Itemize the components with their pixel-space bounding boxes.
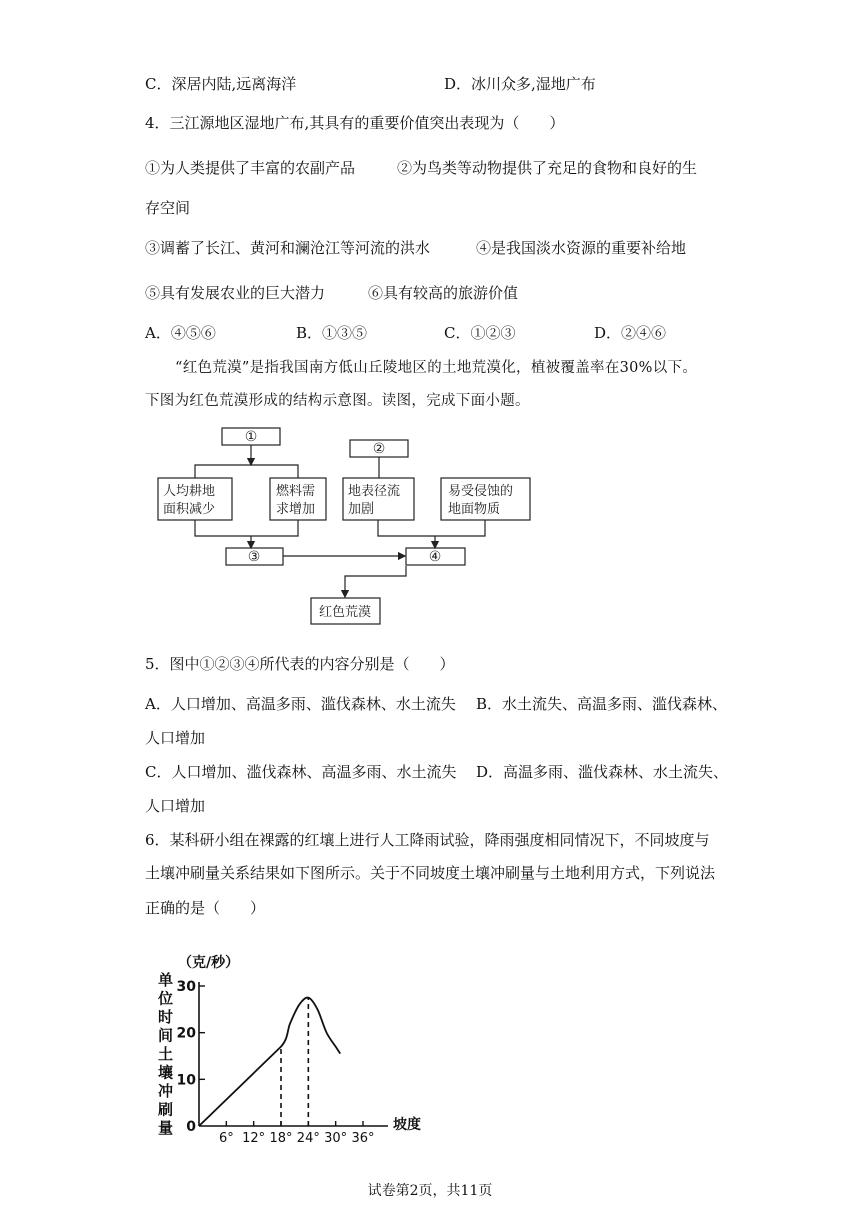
page-footer: 试卷第2页，共11页 — [367, 1183, 493, 1199]
q5-option-c: C．人口增加、滥伐森林、高温多雨、水土流失 — [145, 763, 457, 781]
box-4-label: ④ — [428, 549, 442, 565]
result-text: 红色荒漠 — [318, 605, 372, 620]
q6-line-2: 土壤冲刷量关系结果如下图所示。关于不同坡度土壤冲刷量与土地利用方式，下列说法 — [145, 864, 716, 882]
q6-line-1: 6．某科研小组在裸露的红壤上进行人工降雨试验，降雨强度相同情况下，不同坡度与 — [145, 831, 710, 849]
erosion-series-line — [199, 998, 340, 1126]
q4-option-b: B．①③⑤ — [296, 324, 368, 342]
q4-item-2: ②为鸟类等动物提供了充足的食物和良好的生 — [397, 159, 698, 177]
y-tick-label: 10 — [176, 1072, 196, 1089]
x-tick-label: 12° — [242, 1131, 266, 1146]
x-tick-label: 30° — [324, 1131, 348, 1146]
runoff-text-2: 加剧 — [348, 502, 375, 517]
intro-line-2: 下图为红色荒漠形成的结构示意图。读图，完成下面小题。 — [145, 393, 530, 409]
farmland-text-1: 人均耕地 — [163, 484, 216, 499]
q5-option-d: D．高温多雨、滥伐森林、水土流失、 — [476, 763, 729, 781]
erodible-text-1: 易受侵蚀的 — [448, 484, 514, 499]
box-1-label: ① — [244, 429, 258, 445]
x-tick-label: 18° — [269, 1131, 293, 1146]
fuel-text-2: 求增加 — [276, 502, 316, 517]
q4-item-1: ①为人类提供了丰富的农副产品 — [145, 159, 356, 177]
q5-option-a: A．人口增加、高温多雨、滥伐森林、水土流失 — [145, 695, 456, 713]
box-3-label: ③ — [247, 549, 261, 565]
erosion-slope-chart — [140, 945, 440, 1150]
q4-item-3: ③调蓄了长江、黄河和澜沧江等河流的洪水 — [145, 239, 431, 257]
q4-item-6: ⑥具有较高的旅游价值 — [368, 284, 519, 302]
chart-x-label: 坡度 — [393, 1117, 421, 1133]
q4-option-d: D．②④⑥ — [594, 324, 667, 342]
chart-y-label: 单位时间土壤冲刷量 — [158, 971, 174, 1137]
q5-stem: 5．图中①②③④所代表的内容分别是（ ） — [145, 655, 455, 673]
q4-option-c: C．①②③ — [444, 324, 516, 342]
q4-item-2-cont: 存空间 — [145, 199, 191, 217]
y-tick-label: 20 — [176, 1025, 196, 1042]
x-tick-label: 6° — [218, 1131, 234, 1146]
q4-item-5: ⑤具有发展农业的巨大潜力 — [145, 284, 326, 302]
y-tick-label: 0 — [186, 1119, 196, 1135]
q4-stem: 4．三江源地区湿地广布,其具有的重要价值突出表现为（ ） — [145, 114, 565, 132]
runoff-text-1: 地表径流 — [348, 484, 401, 499]
q3-option-c: C．深居内陆,远离海洋 — [145, 75, 297, 93]
x-tick-label: 24° — [296, 1131, 320, 1146]
box-2-label: ② — [372, 441, 386, 457]
q4-option-a: A．④⑤⑥ — [145, 324, 216, 342]
fuel-text-1: 燃料需 — [276, 484, 316, 499]
q4-item-4: ④是我国淡水资源的重要补给地 — [476, 239, 687, 257]
farmland-text-2: 面积减少 — [163, 502, 216, 517]
red-desert-diagram — [150, 420, 540, 630]
y-tick-label: 30 — [176, 979, 196, 995]
q5-option-d-cont: 人口增加 — [145, 797, 206, 815]
q5-option-b: B．水土流失、高温多雨、滥伐森林、 — [476, 695, 728, 713]
x-tick-label: 36° — [351, 1131, 375, 1146]
erodible-text-2: 地面物质 — [448, 502, 501, 517]
intro-line-1: “红色荒漠”是指我国南方低山丘陵地区的土地荒漠化，植被覆盖率在30%以下。 — [175, 360, 698, 376]
q3-option-d: D．冰川众多,湿地广布 — [444, 75, 596, 93]
chart-unit: （克/秒） — [178, 955, 240, 971]
q5-option-b-cont: 人口增加 — [145, 729, 206, 747]
q6-line-3: 正确的是（ ） — [145, 899, 266, 917]
